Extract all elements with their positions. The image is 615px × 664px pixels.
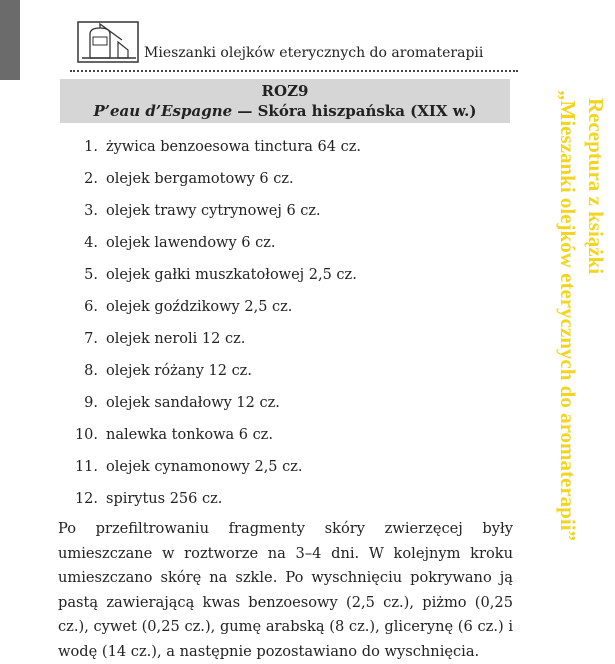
item-number: 2.	[84, 171, 98, 187]
recipe-title-box	[60, 79, 510, 123]
book-source-overlay	[527, 70, 615, 630]
item-text: nalewka tonkowa 6 cz.	[106, 427, 273, 443]
item-number: 11.	[74, 459, 98, 475]
distillation-apparatus-logo	[76, 20, 140, 64]
item-text: olejek bergamotowy 6 cz.	[106, 171, 294, 187]
overlay-line-1: Receptura z książki	[584, 98, 608, 275]
list-item	[72, 163, 361, 195]
item-number: 8.	[84, 363, 98, 379]
item-number: 3.	[84, 203, 98, 219]
list-item	[72, 419, 361, 451]
item-number: 9.	[84, 395, 98, 411]
item-text: olejek lawendowy 6 cz.	[106, 235, 276, 251]
list-item	[72, 451, 361, 483]
running-header-title: Mieszanki olejków eterycznych do aromaterapii	[144, 45, 484, 61]
item-number: 10.	[74, 427, 98, 443]
item-number: 7.	[84, 331, 98, 347]
list-item	[72, 323, 361, 355]
list-item	[72, 387, 361, 419]
item-number: 5.	[84, 267, 98, 283]
item-text: olejek sandałowy 12 cz.	[106, 395, 280, 411]
recipe-code: ROZ9	[261, 82, 309, 100]
item-text: olejek cynamonowy 2,5 cz.	[106, 459, 303, 475]
item-text: spirytus 256 cz.	[106, 491, 223, 507]
item-number: 6.	[84, 299, 98, 315]
item-number: 12.	[74, 491, 98, 507]
list-item	[72, 131, 361, 163]
recipe-name	[60, 101, 510, 121]
list-item	[72, 355, 361, 387]
list-item	[72, 195, 361, 227]
page-edge-bar	[0, 0, 20, 80]
item-text: olejek goździkowy 2,5 cz.	[106, 299, 293, 315]
list-item	[72, 291, 361, 323]
item-text: olejek różany 12 cz.	[106, 363, 252, 379]
list-item	[72, 227, 361, 259]
preparation-instructions: Po przefiltrowaniu fragmenty skóry zwierzęcej były umieszczane w roztworze na 3–4 dni. W kolejnym kroku umieszczano skórę na szkle. Po wyschnięciu pokrywano ją pastą zawierającą kwas benzoesowy (2,5 cz.), piżmo (0,25 cz.), cywet (0,25 cz.), gumę arabską (8 cz.), glicerynę (6 cz.) i wodę (14 cz.), a następnie pozostawiano do wyschnięcia.	[58, 520, 513, 660]
list-item	[72, 483, 361, 515]
list-item	[72, 259, 361, 291]
recipe-name-italic: P’eau d’Espagne	[93, 102, 233, 120]
item-text: żywica benzoesowa tinctura 64 cz.	[106, 139, 361, 155]
recipe-name-rest: — Skóra hiszpańska (XIX w.)	[232, 102, 477, 120]
item-text: olejek gałki muszkatołowej 2,5 cz.	[106, 267, 357, 283]
item-number: 1.	[84, 139, 98, 155]
header-dotted-divider	[70, 70, 518, 72]
item-text: olejek trawy cytrynowej 6 cz.	[106, 203, 321, 219]
item-text: olejek neroli 12 cz.	[106, 331, 246, 347]
overlay-line-2: „Mieszanki olejków eterycznych do aromaterapii”	[556, 90, 580, 542]
item-number: 4.	[84, 235, 98, 251]
ingredient-list	[72, 131, 361, 515]
